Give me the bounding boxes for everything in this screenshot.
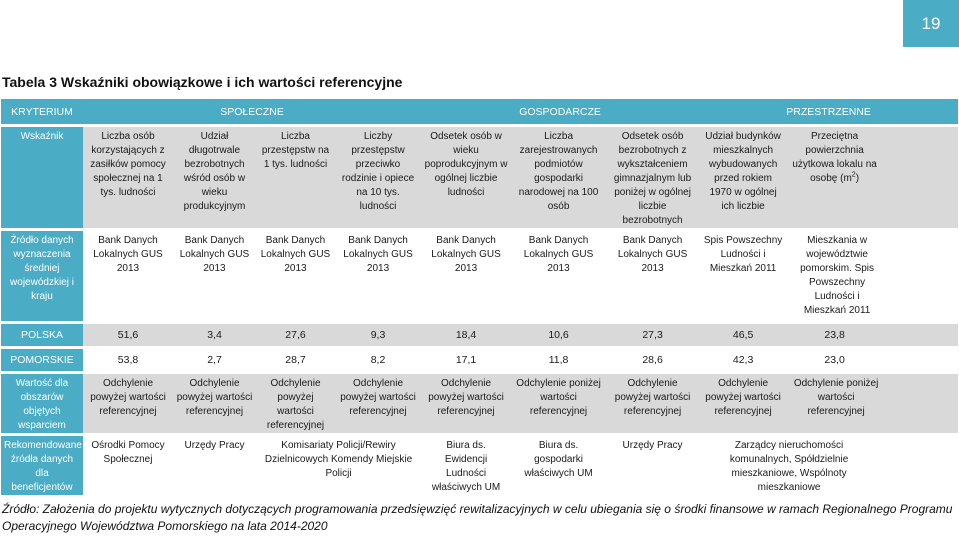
row-label-value: Wartość dla obszarów objętych wsparciem — [1, 374, 83, 433]
indicator-cell: Liczby przestępstw przeciwko rodzinie i opiece na 10 tys. ludności — [335, 127, 421, 228]
polska-value: 10,6 — [511, 324, 606, 346]
pomorskie-value: 53,8 — [83, 349, 173, 371]
recommended-sources-row — [1, 436, 958, 495]
indicator-cell: Liczba zarejestrowanych podmiotów gospodarki narodowej na 100 osób — [511, 127, 606, 228]
source-footnote: Źródło: Założenia do projektu wytycznych dotyczących programowania przedsięwzięć rewitalizacyjnych w celu ubiegania się o środki finansowe w ramach Regionalnego Programu Operacyjnego Województwa Pomorskiego na lata 2014-2020 — [2, 502, 953, 533]
source-cell: Bank Danych Lokalnych GUS 2013 — [173, 231, 256, 321]
recommended-cell-text: Zarządcy nieruchomości komunalnych, Spółdzielnie mieszkaniowe, Wspólnoty mieszkaniowe — [729, 440, 849, 493]
header-spatial: PRZESTRZENNE — [699, 99, 958, 124]
superscript-2: 2 — [851, 171, 856, 179]
header-criterion: KRYTERIUM — [1, 99, 83, 124]
source-cell: Bank Danych Lokalnych GUS 2013 — [335, 231, 421, 321]
polska-value-text: 23,8 — [824, 329, 845, 341]
value-cell: Odchylenie poniżej wartości referencyjnej — [511, 374, 606, 433]
source-cell: Bank Danych Lokalnych GUS 2013 — [421, 231, 511, 321]
source-cell-text: Mieszkania w województwie pomorskim. Spis Powszechny Ludności i Mieszkań 2011 — [800, 235, 875, 316]
polska-value — [787, 324, 958, 346]
polska-value: 51,6 — [83, 324, 173, 346]
polska-value: 18,4 — [421, 324, 511, 346]
indicator-cell: Odsetek osób bezrobotnych z wykształceniem gimnazjalnym lub poniżej w ogólnej liczbie bezrobotnych — [606, 127, 699, 228]
recommended-cell — [699, 436, 958, 495]
table-title: Tabela 3 Wskaźniki obowiązkowe i ich wartości referencyjne — [2, 74, 403, 90]
indicator-cell — [787, 127, 958, 228]
pomorskie-value: 2,7 — [173, 349, 256, 371]
indicator-cell: Liczba przestępstw na 1 tys. ludności — [256, 127, 335, 228]
recommended-cell: Urzędy Pracy — [173, 436, 256, 495]
source-cell: Bank Danych Lokalnych GUS 2013 — [511, 231, 606, 321]
pomorskie-value — [787, 349, 958, 371]
polska-value: 3,4 — [173, 324, 256, 346]
source-cell: Bank Danych Lokalnych GUS 2013 — [606, 231, 699, 321]
indicator-cell: Udział budynków mieszkalnych wybudowanych przed rokiem 1970 w ogólnej ich liczbie — [699, 127, 787, 228]
value-cell: Odchylenie powyżej wartości referencyjnej — [256, 374, 335, 433]
value-cell-text: Odchylenie poniżej wartości referencyjnej — [793, 378, 879, 417]
value-cell: Odchylenie powyżej wartości referencyjnej — [173, 374, 256, 433]
recommended-cell: Ośrodki Pomocy Społecznej — [83, 436, 173, 495]
header-social: SPOŁECZNE — [83, 99, 421, 124]
polska-value: 27,6 — [256, 324, 335, 346]
source-cell — [787, 231, 958, 321]
value-row — [1, 374, 958, 433]
row-label-recommended: Rekomendowane źródła danych dla beneficjentów — [1, 436, 83, 495]
pomorskie-value-text: 23,0 — [824, 354, 845, 366]
indicator-row — [1, 127, 958, 228]
source-cell: Bank Danych Lokalnych GUS 2013 — [256, 231, 335, 321]
pomorskie-row — [1, 349, 958, 371]
indicator-cell: Odsetek osób w wieku poprodukcyjnym w ogólnej liczbie ludności — [421, 127, 511, 228]
indicator-cell-text: Przeciętna powierzchnia użytkowa lokalu na osobę (m — [792, 131, 877, 184]
polska-value: 27,3 — [606, 324, 699, 346]
criterion-header-row — [1, 99, 958, 124]
polska-row — [1, 324, 958, 346]
recommended-cell: Biura ds. gospodarki właściwych UM — [511, 436, 606, 495]
polska-value: 46,5 — [699, 324, 787, 346]
indicator-cell-close: ) — [855, 173, 860, 184]
header-economic: GOSPODARCZE — [421, 99, 699, 124]
row-label-indicator: Wskaźnik — [1, 127, 83, 228]
pomorskie-value: 8,2 — [335, 349, 421, 371]
indicators-table — [1, 99, 958, 495]
pomorskie-value: 28,7 — [256, 349, 335, 371]
source-cell: Bank Danych Lokalnych GUS 2013 — [83, 231, 173, 321]
row-label-pomorskie: POMORSKIE — [1, 349, 83, 371]
indicator-cell: Liczba osób korzystających z zasiłków pomocy społecznej na 1 tys. ludności — [83, 127, 173, 228]
indicator-cell: Udział długotrwale bezrobotnych wśród osób w wieku produkcyjnym — [173, 127, 256, 228]
row-label-source: Źródło danych wyznaczenia średniej wojewódzkiej i kraju — [1, 231, 83, 321]
source-row — [1, 231, 958, 321]
value-cell: Odchylenie powyżej wartości referencyjnej — [83, 374, 173, 433]
pomorskie-value: 17,1 — [421, 349, 511, 371]
value-cell: Odchylenie powyżej wartości referencyjnej — [606, 374, 699, 433]
value-cell: Odchylenie powyżej wartości referencyjnej — [335, 374, 421, 433]
recommended-cell: Komisariaty Policji/Rewiry Dzielnicowych Komendy Miejskie Policji — [256, 436, 421, 495]
pomorskie-value: 11,8 — [511, 349, 606, 371]
pomorskie-value: 42,3 — [699, 349, 787, 371]
value-cell: Odchylenie powyżej wartości referencyjnej — [699, 374, 787, 433]
row-label-polska: POLSKA — [1, 324, 83, 346]
pomorskie-value: 28,6 — [606, 349, 699, 371]
recommended-cell: Urzędy Pracy — [606, 436, 699, 495]
value-cell — [787, 374, 958, 433]
polska-value: 9,3 — [335, 324, 421, 346]
source-cell: Spis Powszechny Ludności i Mieszkań 2011 — [699, 231, 787, 321]
value-cell: Odchylenie powyżej wartości referencyjnej — [421, 374, 511, 433]
page-number: 19 — [903, 0, 959, 47]
recommended-cell: Biura ds. Ewidencji Ludności właściwych UM — [421, 436, 511, 495]
